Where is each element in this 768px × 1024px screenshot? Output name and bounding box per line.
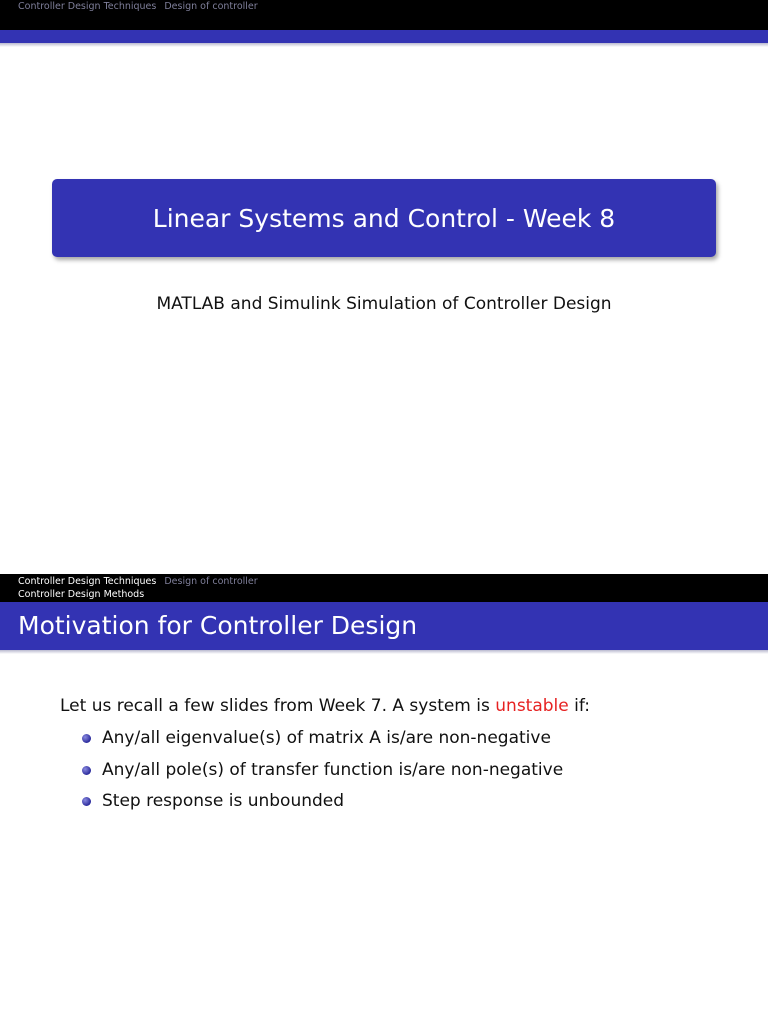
list-item — [60, 723, 590, 755]
slide-content — [60, 692, 590, 818]
intro-after: if: — [568, 696, 590, 716]
header-shadow — [0, 43, 768, 47]
presentation-title: Linear Systems and Control - Week 8 — [152, 203, 616, 233]
bullet-icon — [82, 766, 91, 775]
headline-bar — [0, 574, 768, 602]
bullet-icon — [82, 797, 91, 806]
nav-section[interactable]: Controller Design Techniques — [18, 576, 157, 587]
bullet-text: Any/all eigenvalue(s) of matrix A is/are non-negative — [102, 728, 551, 748]
nav-subsection[interactable]: Design of controller — [164, 576, 258, 587]
header-bluebar — [0, 30, 768, 43]
title-box — [52, 179, 716, 257]
alert-word: unstable — [495, 696, 569, 716]
nav-section[interactable]: Controller Design Techniques — [18, 1, 157, 12]
list-item — [60, 786, 590, 818]
frame-title-bar — [0, 602, 768, 650]
presentation-subtitle: MATLAB and Simulink Simulation of Controller Design — [156, 294, 612, 314]
intro-before: Let us recall a few slides from Week 7. A system is — [60, 696, 496, 716]
bullet-icon — [82, 734, 91, 743]
content-slide — [0, 574, 768, 1024]
list-item — [60, 755, 590, 787]
bullet-text: Any/all pole(s) of transfer function is/are non-negative — [102, 759, 564, 780]
frame-title-shadow — [0, 650, 768, 654]
intro-text — [60, 692, 590, 720]
bullet-text: Step response is unbounded — [102, 791, 345, 811]
nav-subsubsection[interactable]: Controller Design Methods — [18, 589, 145, 600]
bullet-list — [60, 723, 590, 818]
frame-title: Motivation for Controller Design — [18, 611, 418, 640]
headline-bar — [0, 0, 768, 30]
nav-subsection[interactable]: Design of controller — [164, 1, 258, 12]
